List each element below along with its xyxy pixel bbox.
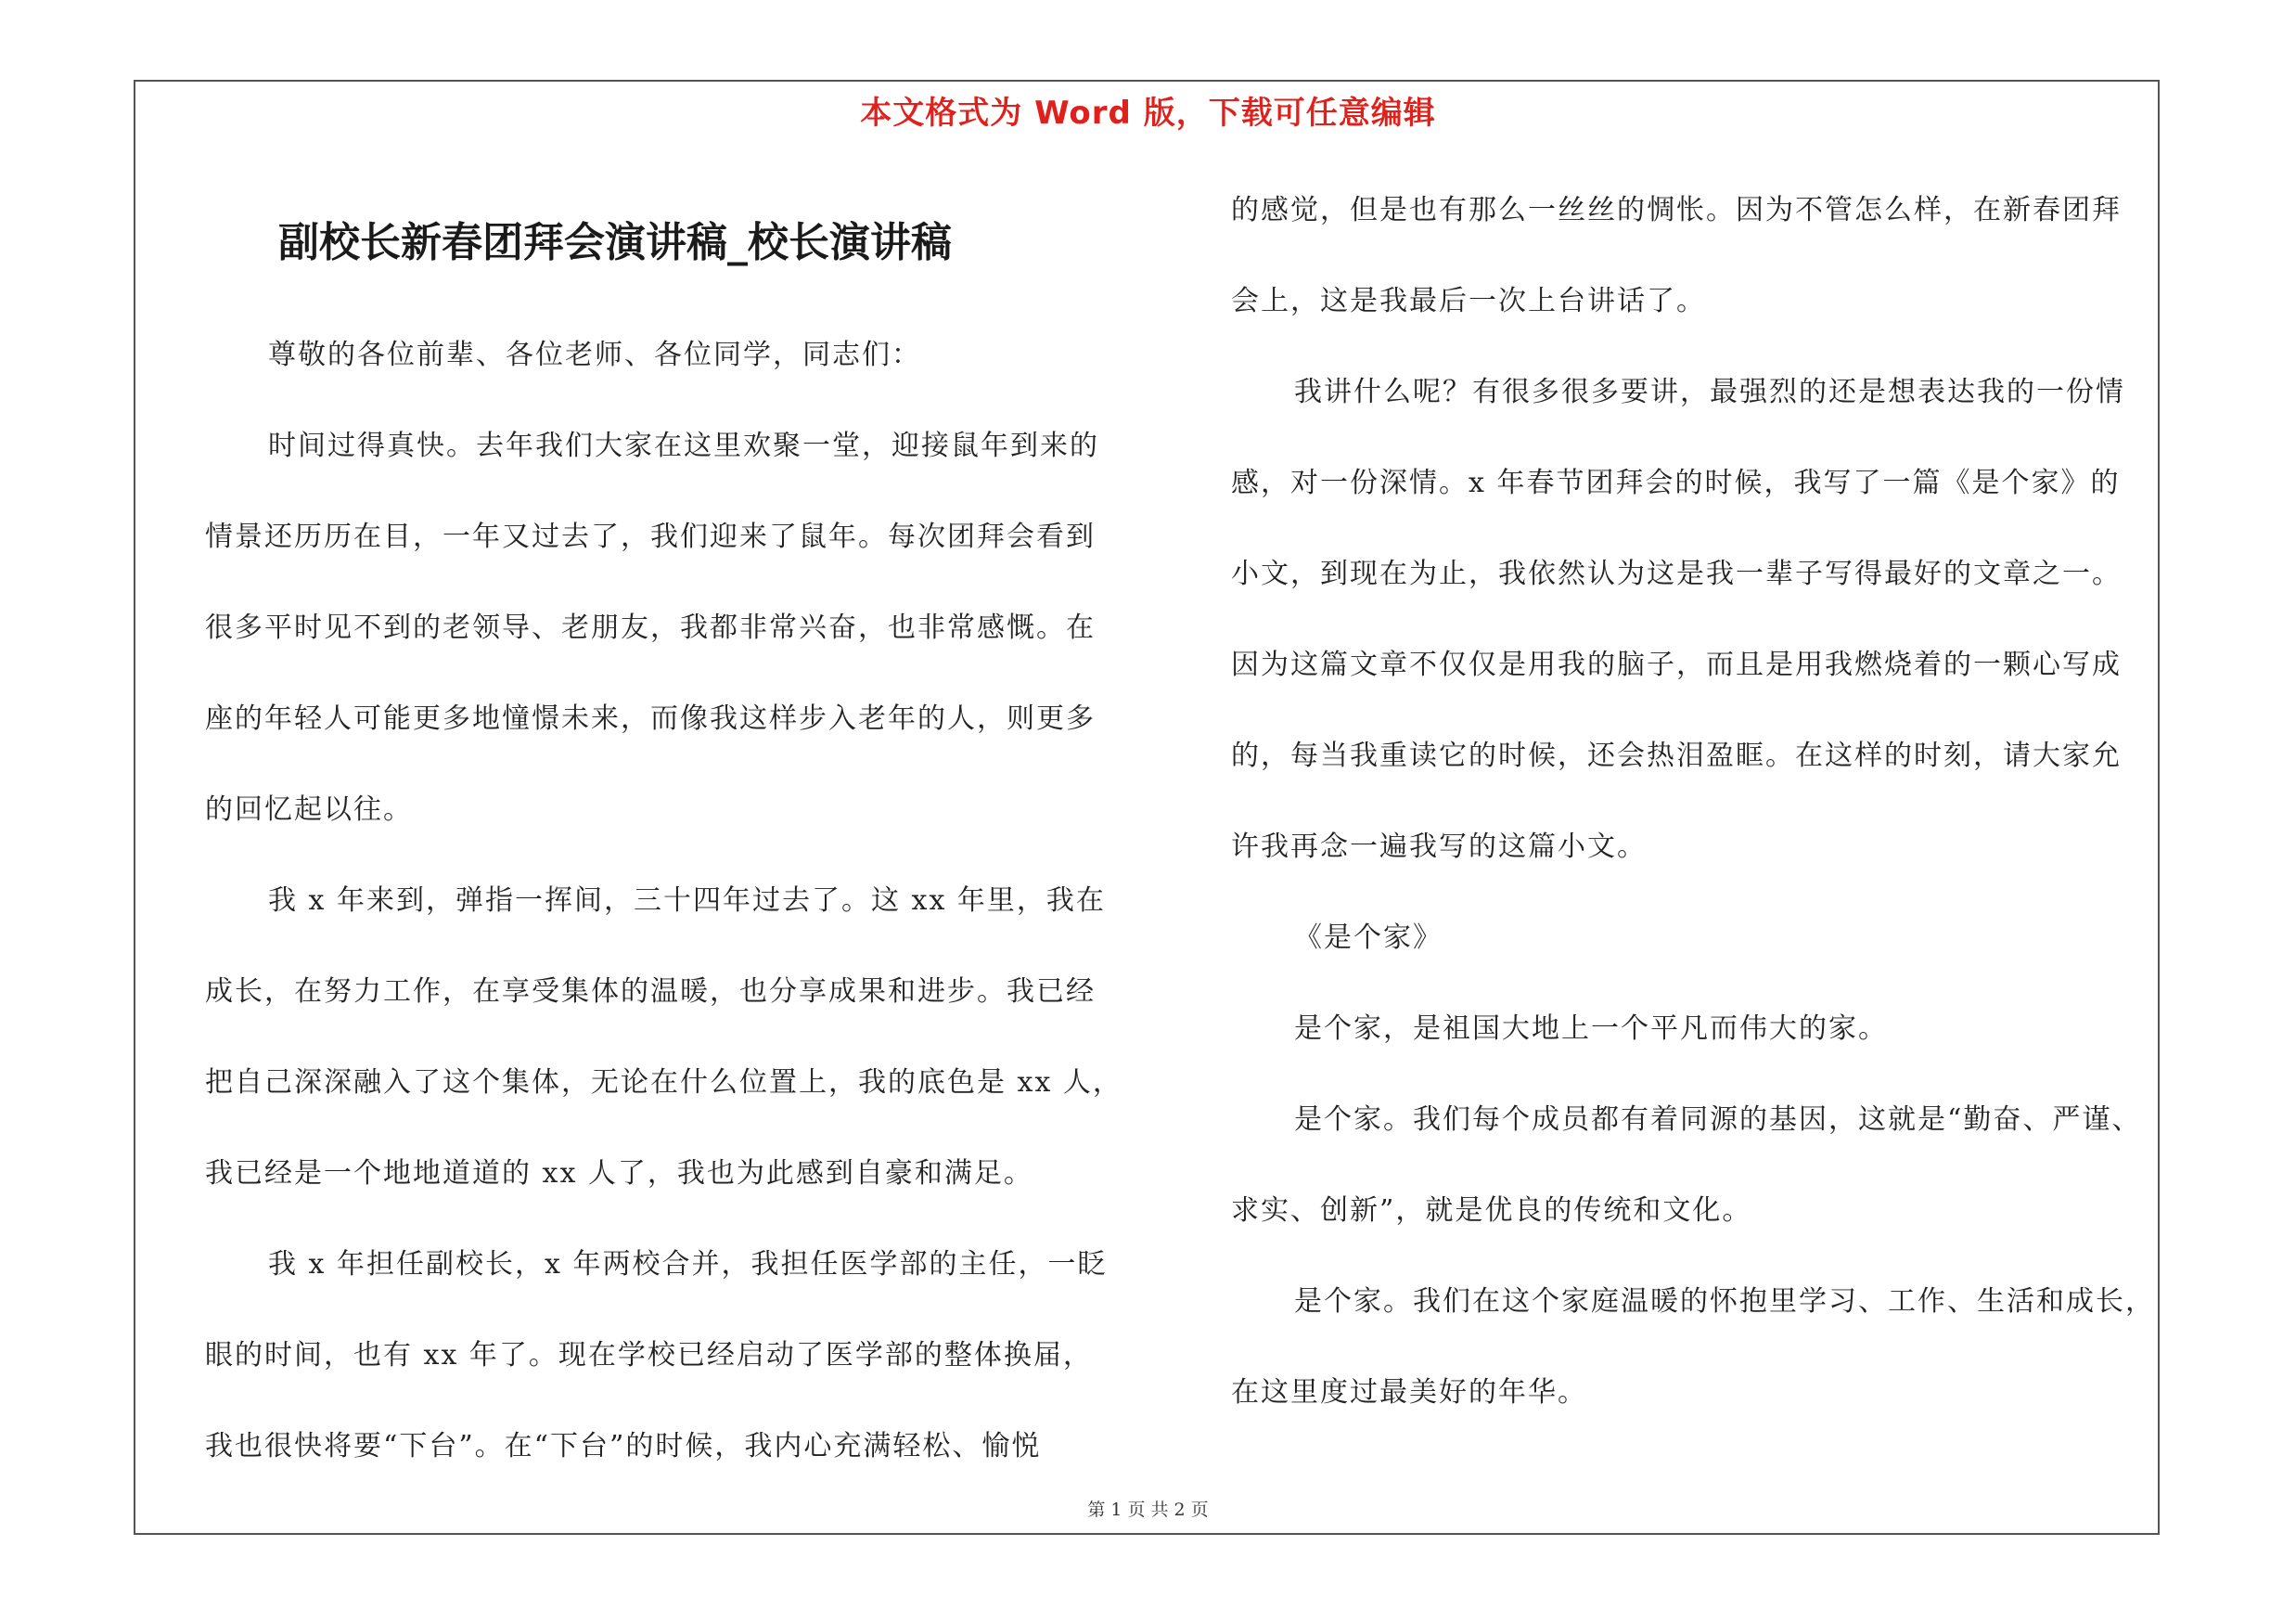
left-column <box>205 310 1151 1492</box>
document-title: 副校长新春团拜会演讲稿_校长演讲稿 <box>278 219 952 266</box>
text-line: 我 x 年来到，弹指一挥间，三十四年过去了。这 xx 年里，我在 <box>268 884 1106 917</box>
text-line: 我已经是一个地地道道的 xx 人了，我也为此感到自豪和满足。 <box>205 1157 1033 1190</box>
text-line: 眼的时间，也有 xx 年了。现在学校已经启动了医学部的整体换届， <box>205 1339 1093 1372</box>
text-line: 成长，在努力工作，在享受集体的温暖，也分享成果和进步。我已经 <box>205 975 1096 1008</box>
text-line: 感，对一份深情。x 年春节团拜会的时候，我写了一篇《是个家》的 <box>1231 467 2121 499</box>
right-column <box>1231 165 2175 1438</box>
text-line: 是个家。我们每个成员都有着同源的基因，这就是“勤奋、严谨、 <box>1294 1103 2142 1136</box>
text-line: 的，每当我重读它的时候，还会热泪盈眶。在这样的时刻，请大家允 <box>1231 740 2122 772</box>
text-line: 小文，到现在为止，我依然认为这是我一辈子写得最好的文章之一。 <box>1231 558 2122 590</box>
text-line: 的回忆起以往。 <box>205 793 413 826</box>
word-format-banner: 本文格式为 Word 版，下载可任意编辑 <box>860 95 1436 132</box>
text-line: 很多平时见不到的老领导、老朋友，我都非常兴奋，也非常感慨。在 <box>205 612 1096 644</box>
text-line: 的感觉，但是也有那么一丝丝的惆怅。因为不管怎么样，在新春团拜 <box>1231 194 2122 226</box>
poem-title: 《是个家》 <box>1294 921 1443 954</box>
text-line: 在这里度过最美好的年华。 <box>1231 1376 1587 1409</box>
text-line: 情景还历历在目，一年又过去了，我们迎来了鼠年。每次团拜会看到 <box>205 521 1096 553</box>
text-line: 尊敬的各位前辈、各位老师、各位同学，同志们： <box>268 339 921 371</box>
text-line: 座的年轻人可能更多地憧憬未来，而像我这样步入老年的人，则更多 <box>205 702 1096 735</box>
text-line: 因为这篇文章不仅仅是用我的脑子，而且是用我燃烧着的一颗心写成 <box>1231 649 2122 681</box>
text-line: 求实、创新”，就是优良的传统和文化。 <box>1231 1194 1752 1227</box>
text-line: 时间过得真快。去年我们大家在这里欢聚一堂，迎接鼠年到来的 <box>268 430 1099 462</box>
text-line: 我也很快将要“下台”。在“下台”的时候，我内心充满轻松、愉悦 <box>205 1430 1042 1462</box>
page-number-footer: 第 1 页 共 2 页 <box>1087 1500 1209 1520</box>
text-line: 许我再念一遍我写的这篇小文。 <box>1231 831 1647 863</box>
text-line: 是个家，是祖国大地上一个平凡而伟大的家。 <box>1294 1012 1888 1045</box>
text-line: 我讲什么呢？有很多很多要讲，最强烈的还是想表达我的一份情 <box>1294 376 2125 408</box>
text-line: 把自己深深融入了这个集体，无论在什么位置上，我的底色是 xx 人， <box>205 1066 1122 1099</box>
text-line: 我 x 年担任副校长，x 年两校合并，我担任医学部的主任，一眨 <box>268 1248 1108 1281</box>
text-line: 会上，这是我最后一次上台讲话了。 <box>1231 285 1706 317</box>
text-line: 是个家。我们在这个家庭温暖的怀抱里学习、工作、生活和成长， <box>1294 1285 2155 1318</box>
